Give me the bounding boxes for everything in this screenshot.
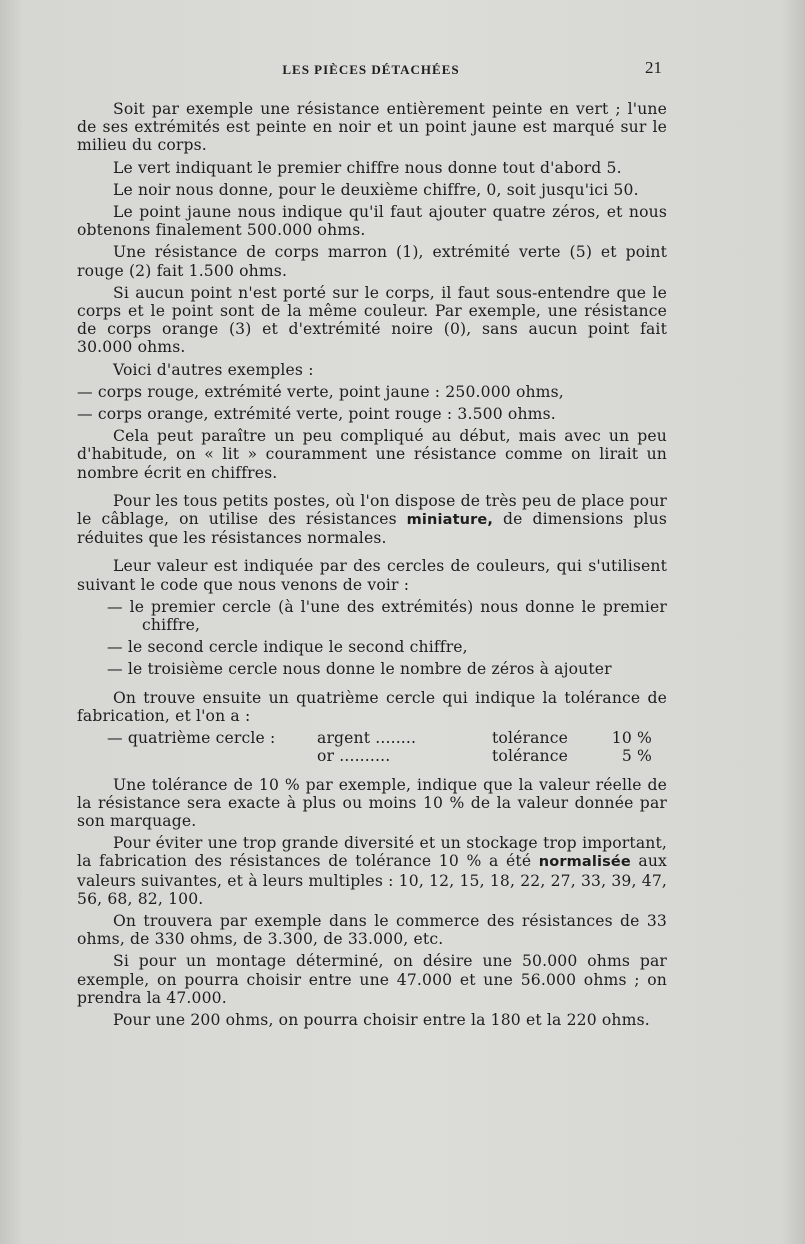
table-cell: tolérance <box>492 729 568 748</box>
text-run: Pour éviter une trop grande diversité et un stockage trop important, la fabrication des résistances de tolérance 10 % a été <box>77 834 667 871</box>
table-cell <box>107 747 317 765</box>
paragraph: Une tolérance de 10 % par exemple, indique que la valeur réelle de la résistance sera exacte à plus ou moins 10 % de la valeur donnée par son marquage. <box>77 775 667 830</box>
bold-term: miniature, <box>406 512 494 529</box>
tolerance-table <box>107 729 652 765</box>
running-header <box>77 58 665 86</box>
table-cell: 10 % <box>611 729 652 748</box>
example-item: — corps orange, extrémité verte, point rouge : 3.500 ohms. <box>77 405 556 424</box>
text-run: aux valeurs suivantes, et à leurs multiples : 10, 12, 15, 18, 22, 27, 33, 39, 47, 56, 68, 82, 100. <box>77 852 667 908</box>
table-cell: tolérance <box>492 747 568 766</box>
bold-term: normalisée <box>538 854 631 871</box>
paragraph: Voici d'autres exemples : <box>113 360 314 379</box>
page-body <box>77 100 667 1033</box>
list-item: — le troisième cercle nous donne le nombre de zéros à ajouter <box>107 660 612 679</box>
list-item: — le premier cercle (à l'une des extrémités) nous donne le premier chiffre, <box>107 597 667 635</box>
paragraph: Si pour un montage déterminé, on désire une 50.000 ohms par exemple, on pourra choisir entre une 47.000 et une 56.000 ohms ; on prendra la 47.000. <box>77 952 667 1007</box>
paragraph: Le vert indiquant le premier chiffre nous donne tout d'abord 5. <box>113 158 622 177</box>
table-row <box>107 729 652 747</box>
table-cell: 5 % <box>621 747 652 766</box>
paragraph: Cela peut paraître un peu compliqué au début, mais avec un peu d'habitude, on « lit » couramment une résistance comme on lirait un nombre écrit en chiffres. <box>77 427 667 482</box>
page-number: 21 <box>645 58 662 77</box>
list-item: — le second cercle indique le second chiffre, <box>107 638 468 657</box>
paragraph <box>77 834 667 908</box>
paragraph: Leur valeur est indiquée par des cercles de couleurs, qui s'utilisent suivant le code que nous venons de voir : <box>77 557 667 594</box>
text-run: Pour les tous petits postes, où l'on dispose de très peu de place pour le câblage, on utilise des résistances <box>77 491 667 529</box>
table-cell: — quatrième cercle : <box>107 729 276 748</box>
paragraph: Le point jaune nous indique qu'il faut ajouter quatre zéros, et nous obtenons finalement 500.000 ohms. <box>77 203 667 240</box>
example-item: — corps rouge, extrémité verte, point jaune : 250.000 ohms, <box>77 382 564 401</box>
paragraph: Pour une 200 ohms, on pourra choisir entre la 180 et la 220 ohms. <box>113 1010 650 1029</box>
table-row <box>107 747 652 765</box>
paragraph: Une résistance de corps marron (1), extrémité verte (5) et point rouge (2) fait 1.500 ohms. <box>77 243 667 280</box>
paragraph: On trouve ensuite un quatrième cercle qui indique la tolérance de fabrication, et l'on a : <box>77 688 667 725</box>
table-cell: or .......... <box>317 747 391 766</box>
paragraph: Si aucun point n'est porté sur le corps, il faut sous-entendre que le corps et le point sont de la même couleur. Par exemple, une résistance de corps orange (3) et d'extrémité noire (0), sans aucun point fait 30.000 ohms. <box>77 283 667 357</box>
chapter-title: LES PIÈCES DÉTACHÉES <box>282 62 460 77</box>
text-run: de dimensions plus réduites que les résistances normales. <box>77 510 667 548</box>
paragraph: Le noir nous donne, pour le deuxième chiffre, 0, soit jusqu'ici 50. <box>113 180 639 199</box>
table-cell: argent ........ <box>317 729 417 748</box>
paragraph <box>77 492 667 548</box>
paragraph: Soit par exemple une résistance entièrement peinte en vert ; l'une de ses extrémités est peinte en noir et un point jaune est marqué sur le milieu du corps. <box>77 100 667 155</box>
paragraph: On trouvera par exemple dans le commerce des résistances de 33 ohms, de 330 ohms, de 3.300, de 33.000, etc. <box>77 911 667 949</box>
